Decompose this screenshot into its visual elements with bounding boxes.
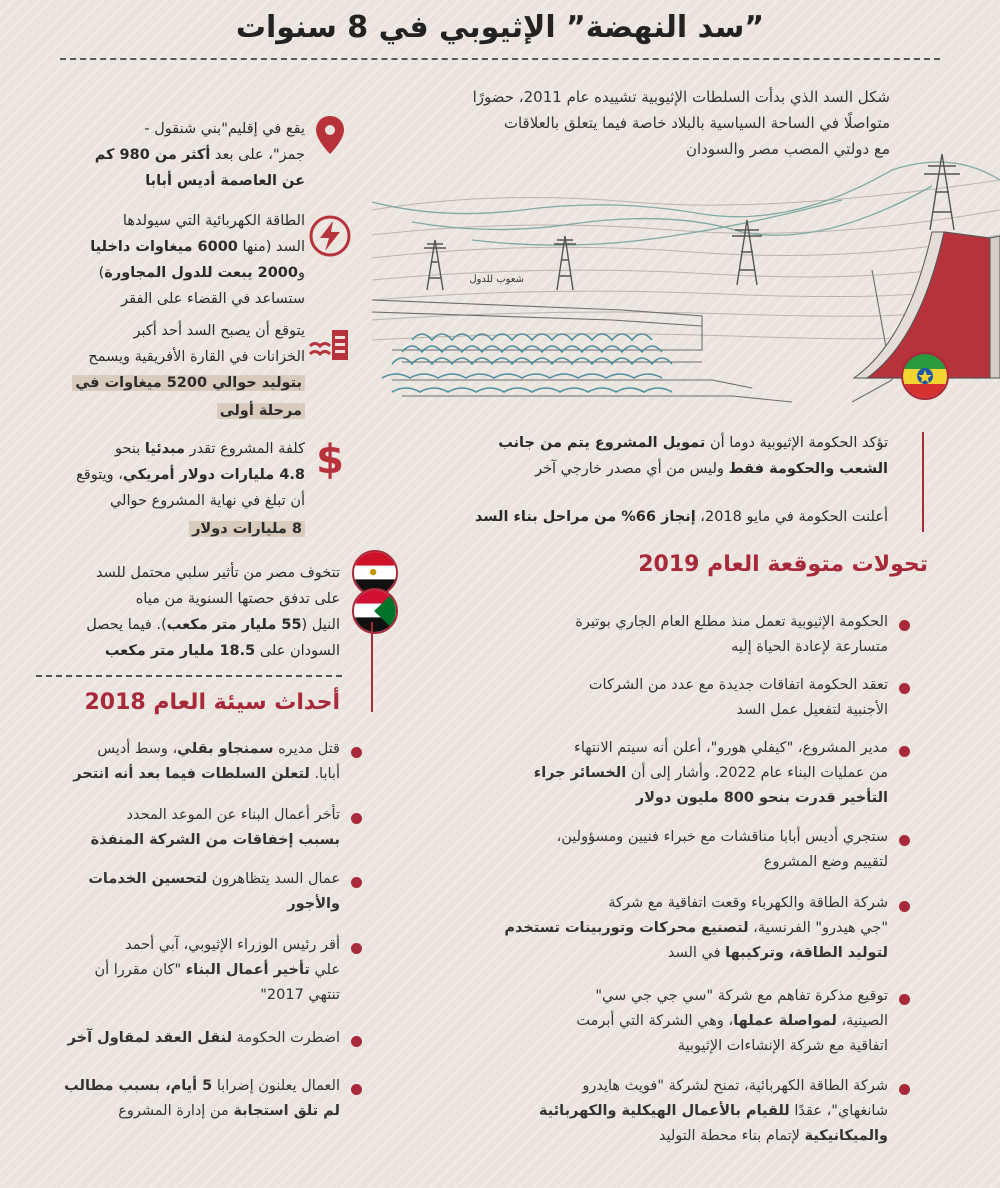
progress-line: أعلنت الحكومة في مايو 2018، إنجاز 66% من مراحل بناء السد bbox=[474, 509, 888, 525]
intro-line: متواصلًا في الساحة السياسية بالبلاد خاصة فيما يتعلق بالعلاقات bbox=[503, 114, 890, 132]
dollar-icon: $ bbox=[316, 437, 344, 483]
dam-illustration bbox=[372, 140, 1000, 410]
list-item: الحكومة الإثيوبية تعمل منذ مطلع العام الجاري بوتيرة متسارعة لإعادة الحياة إليه bbox=[388, 610, 888, 660]
bullet-dot bbox=[351, 877, 362, 888]
list-item: اضطرت الحكومة لنقل العقد لمقاول آخر bbox=[30, 1026, 340, 1051]
list-item: العمال يعلنون إضرابا 5 أيام، بسبب مطالب لم تلق استجابة من إدارة المشروع bbox=[30, 1074, 340, 1124]
power-line: ستساعد في القضاء على الفقر bbox=[121, 291, 305, 307]
power-lines bbox=[372, 162, 1000, 245]
bullet-dot bbox=[899, 620, 910, 631]
bullet-dot bbox=[351, 1036, 362, 1047]
ethiopia-flag-icon bbox=[902, 353, 948, 400]
reservoir-line: بتوليد حوالي 5200 ميغاوات في bbox=[35, 370, 305, 396]
funding-line: الشعب والحكومة فقط وليس من أي مصدر خارجي آخر bbox=[535, 461, 888, 477]
cost-line: 4.8 مليارات دولار أمريكي، ويتوقع bbox=[76, 467, 305, 483]
location-line: يقع في إقليم"بني شنقول - bbox=[144, 121, 305, 137]
location-line: عن العاصمة أديس أبابا bbox=[145, 173, 305, 189]
power-line: و2000 يبعت للدول المجاورة) bbox=[98, 265, 305, 281]
intro-line: شكل السد الذي بدأت السلطات الإثيوبية تشييده عام 2011، حضورًا bbox=[472, 88, 890, 106]
list-item: تأخر أعمال البناء عن الموعد المحدد بسبب إخفاقات من الشركة المنفذة bbox=[30, 803, 340, 853]
cost-line: كلفة المشروع تقدر مبدئيا بنحو bbox=[114, 441, 305, 457]
bullet-dot bbox=[351, 747, 362, 758]
bullet-dot bbox=[899, 746, 910, 757]
section-divider bbox=[36, 675, 342, 677]
title-divider bbox=[60, 58, 940, 60]
list-item: شركة الطاقة الكهربائية، تمنح لشركة "فويث هايدرو شانغهاي"، عقدًا للقيام بالأعمال الهيكلية والكهربائية والميكانيكية لإتمام بناء محطة التوليد bbox=[388, 1074, 888, 1149]
list-item: قتل مديره سمنجاو بقلي، وسط أديس أبابا. لتعلن السلطات فيما بعد أنه انتحر bbox=[30, 737, 340, 787]
bullet-dot bbox=[899, 683, 910, 694]
bullet-dot bbox=[351, 813, 362, 824]
water-spillway bbox=[382, 334, 672, 392]
bullet-dot bbox=[899, 1084, 910, 1095]
power-line: السد (منها 6000 ميغاوات داخليا bbox=[90, 239, 305, 255]
reservoir-line: الخزانات في القارة الأفريقية ويسمح bbox=[88, 349, 305, 365]
lightning-icon bbox=[308, 214, 352, 258]
egypt-sudan-text bbox=[40, 560, 340, 664]
egypt-line: تتخوف مصر من تأثير سلبي محتمل للسد bbox=[95, 565, 340, 581]
section-2018-title: أحداث سيئة العام 2018 bbox=[84, 690, 340, 715]
scene-sign: ﺷﻌﻮﺏ ﻟﻠﺪﻭﻝ bbox=[469, 274, 524, 285]
egypt-line: على تدفق حصتها السنوية من مياه bbox=[135, 591, 340, 607]
bullet-dot bbox=[351, 1084, 362, 1095]
list-item: ستجري أديس أبابا مناقشات مع خبراء فنيين ومسؤولين، لتقييم وضع المشروع bbox=[388, 825, 888, 875]
dam-water-icon bbox=[308, 324, 352, 368]
bullet-dot bbox=[899, 835, 910, 846]
funding-line: تؤكد الحكومة الإثيوبية دوما أن تمويل المشروع يتم من جانب bbox=[498, 435, 888, 451]
list-item: عمال السد يتظاهرون لتحسين الخدمات والأجور bbox=[30, 867, 340, 917]
egypt-line: السودان على 18.5 مليار متر مكعب bbox=[104, 643, 340, 659]
cost-line: 8 مليارات دولار bbox=[35, 516, 305, 542]
location-pin-icon bbox=[308, 112, 352, 156]
quote-line bbox=[922, 432, 924, 532]
intro-line: مع دولتي المصب مصر والسودان bbox=[685, 140, 890, 158]
reservoir-line: يتوقع أن يصبح السد أحد أكبر bbox=[133, 323, 305, 339]
reservoir-line: مرحلة أولى bbox=[35, 398, 305, 424]
progress-paragraph bbox=[408, 504, 888, 530]
cost-line: أن تبلغ في نهاية المشروع حوالي bbox=[109, 493, 305, 509]
list-item: توقيع مذكرة تفاهم مع شركة "سي جي جي سي" الصينية، لمواصلة عملها، وهي الشركة التي أبرمت اتفاقية مع شركة الإنشاءات الإثيوبية bbox=[388, 984, 888, 1059]
list-item: تعقد الحكومة اتفاقات جديدة مع عدد من الشركات الأجنبية لتفعيل عمل السد bbox=[388, 673, 888, 723]
list-item: شركة الطاقة والكهرباء وقعت اتفاقية مع شركة "جي هيدرو" الفرنسية، لتصنيع محركات وتوربينات تستخدم لتوليد الطاقة، وتركيبها في السد bbox=[388, 891, 888, 966]
list-item: أقر رئيس الوزراء الإثيوبي، آبي أحمد علي تأخير أعمال البناء "كان مقررا أن تنتهي 2017" bbox=[30, 933, 340, 1008]
pylons bbox=[424, 154, 960, 290]
page-title: ”سد النهضة” الإثيوبي في 8 سنوات bbox=[235, 10, 765, 45]
divider-line bbox=[371, 622, 373, 712]
egypt-line: النيل (55 مليار متر مكعب). فيما يحصل bbox=[86, 617, 340, 633]
funding-paragraph bbox=[408, 430, 888, 482]
bullet-dot bbox=[351, 943, 362, 954]
bullet-dot bbox=[899, 994, 910, 1005]
bullet-dot bbox=[899, 901, 910, 912]
section-2019-title: تحولات متوقعة العام 2019 bbox=[638, 552, 928, 577]
power-line: الطاقة الكهربائية التي سيولدها bbox=[122, 213, 305, 229]
location-line: جمز"، على بعد أكثر من 980 كم bbox=[94, 147, 305, 163]
list-item: مدير المشروع، "كيفلي هورو"، أعلن أنه سيتم الانتهاء من عمليات البناء عام 2022. وأشار إلى أن الخسائر جراء التأخير قدرت بنحو 800 مليون دولار bbox=[388, 736, 888, 811]
